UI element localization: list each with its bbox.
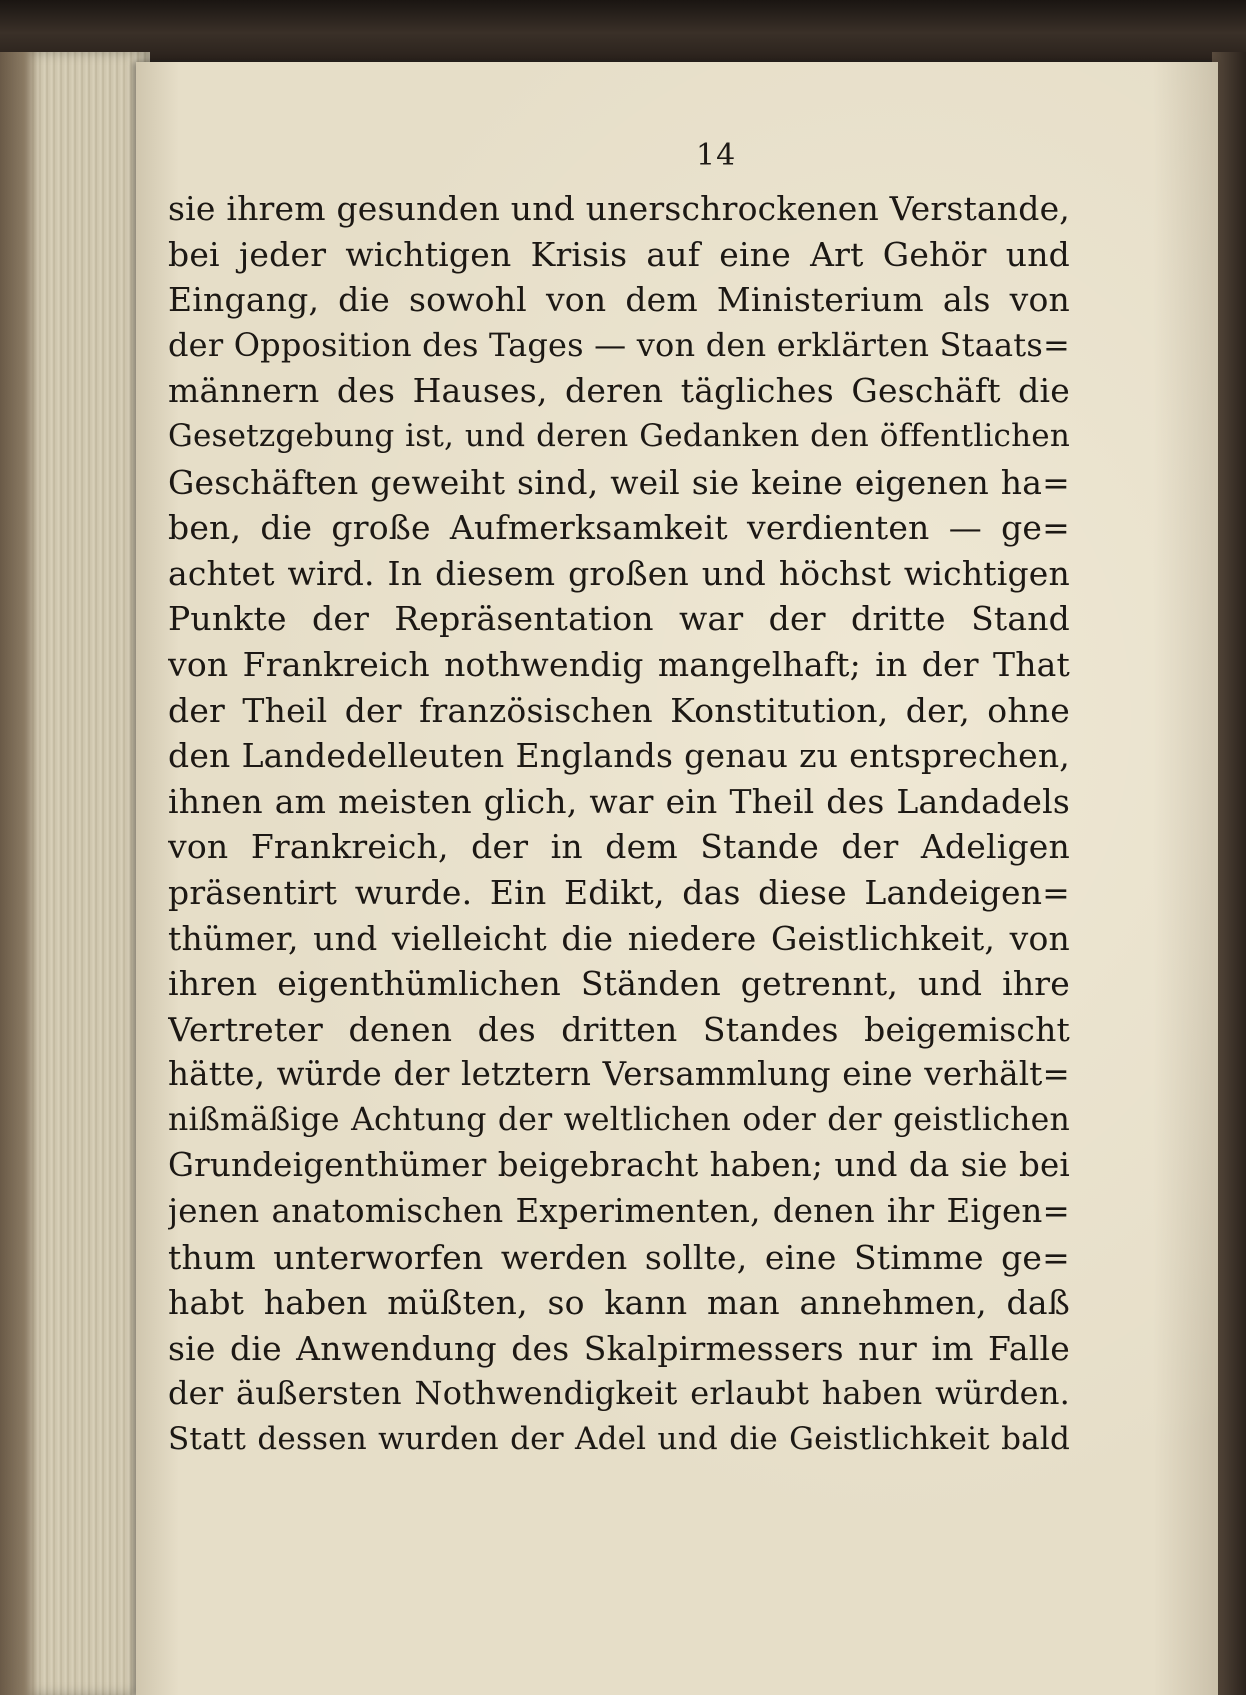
text-line: Vertreter denen des dritten Standes beigemischt — [168, 1009, 1070, 1049]
text-line: nißmäßige Achtung der weltlichen oder der geistlichen — [168, 1101, 1070, 1138]
text-line: ben, die große Aufmerksamkeit verdienten — ge= — [168, 508, 1070, 548]
text-line: der Opposition des Tages — von den erklärten Staats= — [168, 325, 1070, 364]
text-line: Statt dessen wurden der Adel und die Geistlichkeit bald — [168, 1421, 1070, 1458]
page-edges-stack — [0, 52, 150, 1695]
text-line: bei jeder wichtigen Krisis auf eine Art Gehör und — [168, 234, 1070, 274]
text-line: Punkte der Repräsentation war der dritte Stand — [168, 599, 1070, 639]
text-line: ihnen am meisten glich, war ein Theil des Landadels — [168, 781, 1070, 821]
text-line: achtet wird. In diesem großen und höchst wichtigen — [168, 553, 1070, 593]
text-line: thümer, und vielleicht die niedere Geistlichkeit, von — [168, 918, 1070, 958]
text-line: den Landedelleuten Englands genau zu entsprechen, — [168, 736, 1070, 776]
text-line: Geschäften geweiht sind, weil sie keine eigenen ha= — [168, 462, 1070, 502]
text-line: ihren eigenthümlichen Ständen getrennt, und ihre — [168, 964, 1070, 1004]
book-binding-top — [0, 0, 1246, 60]
page-number: 14 — [696, 138, 737, 173]
body-text — [168, 186, 1070, 1463]
text-line: sie ihrem gesunden und unerschrockenen Verstande, — [168, 189, 1070, 228]
text-line: von Frankreich nothwendig mangelhaft; in der That — [168, 644, 1070, 684]
text-line: von Frankreich, der in dem Stande der Adeligen — [168, 827, 1070, 867]
text-line: präsentirt wurde. Ein Edikt, das diese Landeigen= — [168, 872, 1070, 912]
text-line: hätte, würde der letztern Versammlung eine verhält= — [168, 1055, 1070, 1094]
text-line: thum unterworfen werden sollte, eine Stimme ge= — [168, 1237, 1070, 1277]
text-line: habt haben müßten, so kann man annehmen, daß — [168, 1283, 1070, 1323]
text-line: Grundeigenthümer beigebracht haben; und da sie bei — [168, 1146, 1070, 1185]
text-line: Eingang, die sowohl von dem Ministerium als von — [168, 280, 1070, 320]
text-line: der äußersten Nothwendigkeit erlaubt haben würden. — [168, 1374, 1070, 1413]
text-line: Gesetzgebung ist, und deren Gedanken den öffentlichen — [168, 417, 1070, 454]
text-line: sie die Anwendung des Skalpirmessers nur im Falle — [168, 1328, 1070, 1368]
text-line: männern des Hauses, deren tägliches Geschäft die — [168, 371, 1070, 411]
text-line: jenen anatomischen Experimenten, denen ihr Eigen= — [168, 1192, 1070, 1231]
text-line: der Theil der französischen Konstitution, der, ohne — [168, 690, 1070, 730]
